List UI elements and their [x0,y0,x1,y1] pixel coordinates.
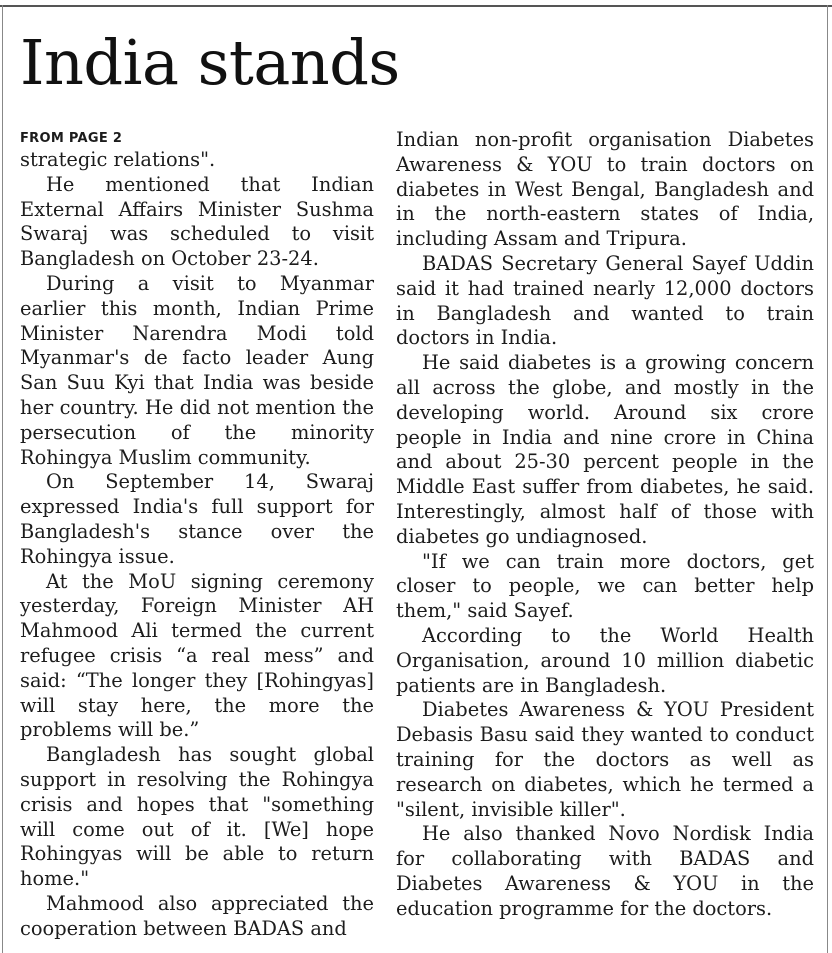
paragraph: At the MoU signing ceremony yesterday, Foreign Minister AH Mahmood Ali termed the current refugee crisis “a real mess” and said: “The longer they [Rohingyas] will stay here, the more the problems will be.” [20,569,374,742]
kicker-from-page: FROM PAGE 2 [20,131,123,146]
left-border-rule [2,5,3,953]
paragraph: He mentioned that Indian External Affairs Minister Sushma Swaraj was scheduled to visit Bangladesh on October 23-24. [20,172,374,271]
paragraph: He said diabetes is a growing concern all across the globe, and mostly in the developing world. Around six crore people in India and nine crore in China and about 25-30 percent people in the Middle East suffer from diabetes, he said. Interestingly, almost half of those with diabetes go undiagnosed. [396,351,814,548]
paragraph-continuation: strategic relations". [20,148,216,171]
paragraph: On September 14, Swaraj expressed India's full support for Bangladesh's stance over the Rohingya issue. [20,470,374,568]
article-column-left [20,127,374,942]
paragraph: Mahmood also appreciated the cooperation between BADAS and [20,891,374,940]
paragraph: Bangladesh has sought global support in resolving the Rohingya crisis and hopes that "something will come out of it. [We] hope Rohingyas will be able to return home." [20,743,374,891]
top-border-rule [0,5,832,7]
headline: India stands [20,26,400,99]
right-border-rule [827,5,828,953]
paragraph: "If we can train more doctors, get closer to people, we can better help them," said Sayef. [396,549,814,623]
paragraph: During a visit to Myanmar earlier this month, Indian Prime Minister Narendra Modi told Myanmar's de facto leader Aung San Suu Kyi that India was beside her country. He did not mention the persecution of the minority Rohingya Muslim community. [20,271,374,469]
paragraph-continuation: Indian non-profit organisation Diabetes Awareness & YOU to train doctors on diabetes in West Bengal, Bangladesh and in the north-eastern states of India, including Assam and Tripura. [396,128,814,251]
paragraph: According to the World Health Organisation, around 10 million diabetic patients are in Bangladesh. [396,623,814,697]
article-column-right [396,128,814,922]
paragraph: Diabetes Awareness & YOU President Debasis Basu said they wanted to conduct training for the doctors as well as research on diabetes, which he termed a "silent, invisible killer". [396,698,814,821]
paragraph: BADAS Secretary General Sayef Uddin said it had trained nearly 12,000 doctors in Bangladesh and wanted to train doctors in India. [396,251,814,350]
paragraph: He also thanked Novo Nordisk India for collaborating with BADAS and Diabetes Awareness & YOU in the education programme for the doctors. [396,822,814,920]
